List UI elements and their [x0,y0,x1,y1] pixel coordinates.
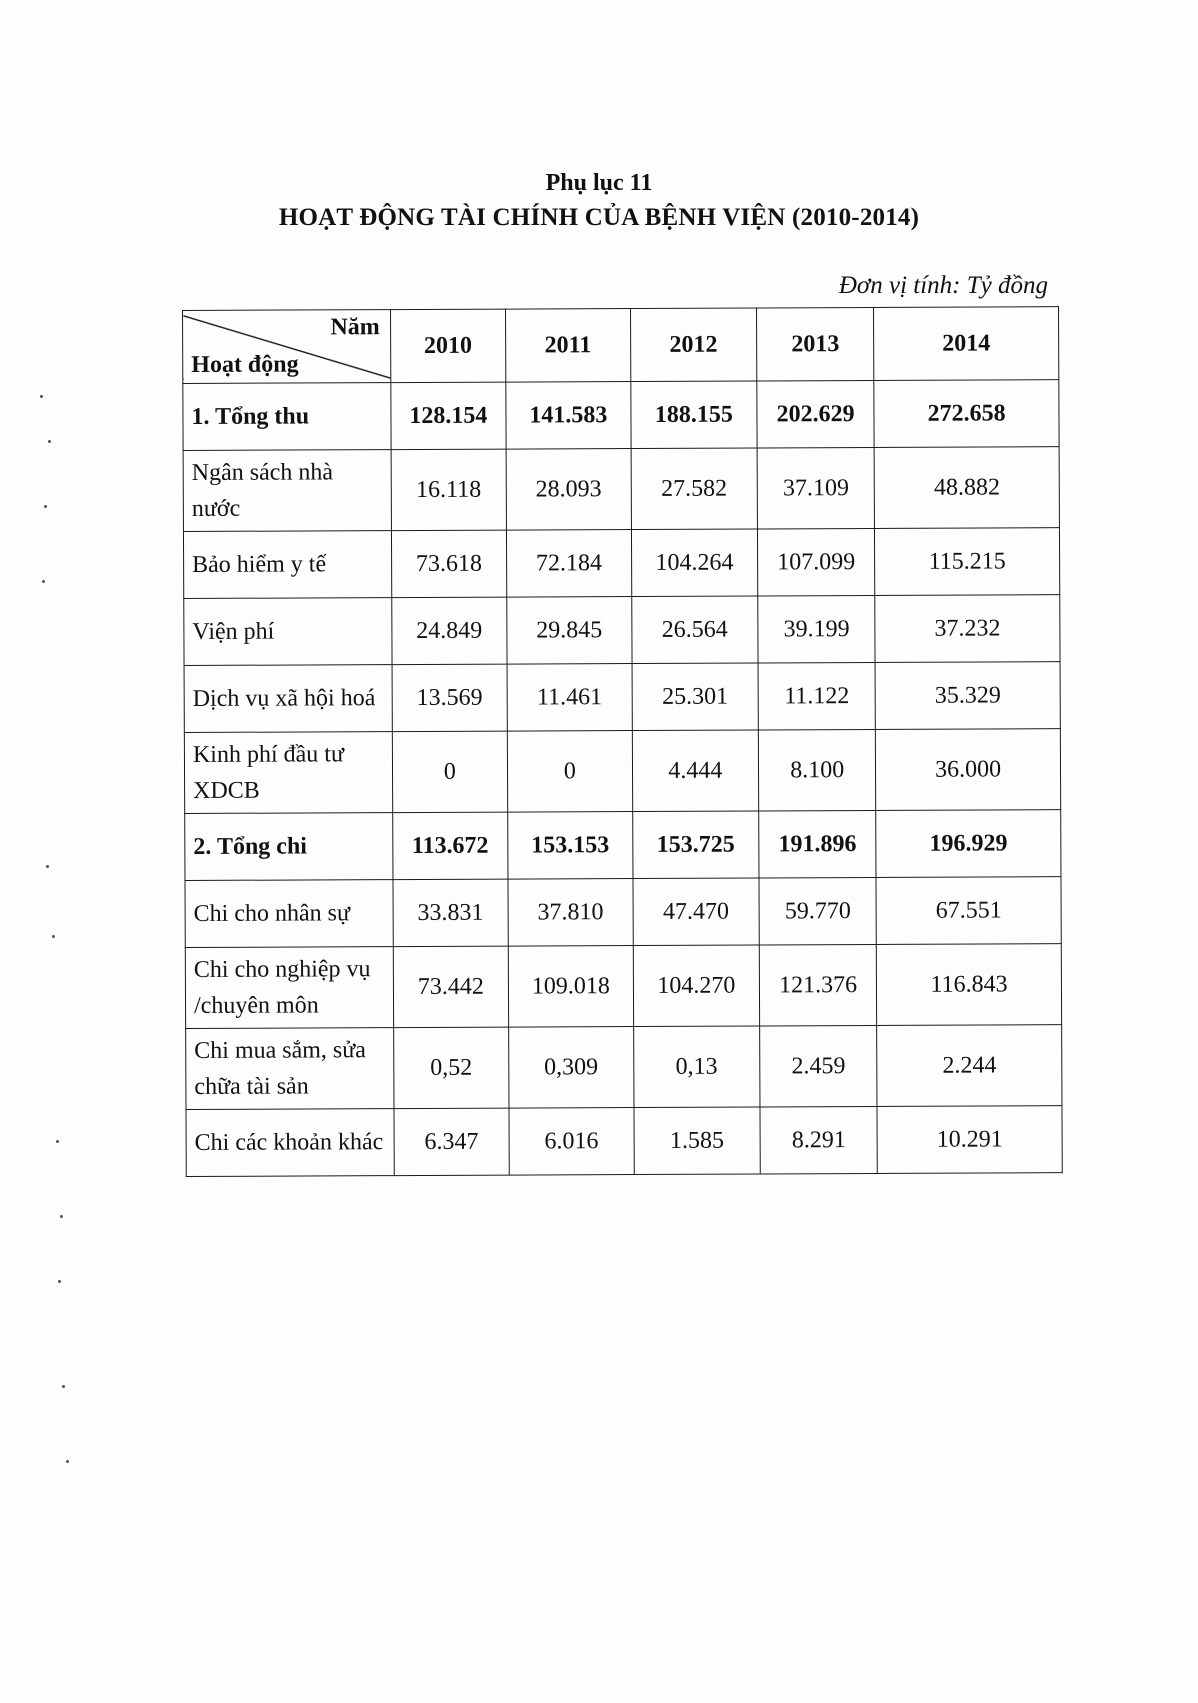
scan-speck [56,1140,59,1143]
cell-value: 0 [392,731,508,813]
year-header-2011: 2011 [506,309,631,383]
header-row [183,307,1059,384]
cell-value: 11.461 [507,664,632,732]
cell-value: 1.585 [634,1107,761,1175]
year-header-2012: 2012 [630,308,757,382]
cell-value: 109.018 [508,946,633,1028]
cell-value: 73.442 [393,946,509,1028]
cell-value: 0,52 [393,1027,509,1109]
cell-value: 67.551 [876,877,1061,945]
cell-value: 37.109 [757,447,875,529]
cell-value: 47.470 [633,878,760,946]
table-row [184,595,1060,666]
cell-value: 36.000 [876,729,1061,811]
row-label: 1. Tổng thu [183,383,391,451]
cell-value: 8.291 [760,1106,877,1174]
year-header-2010: 2010 [390,309,506,383]
cell-value: 0 [507,731,632,813]
cell-value: 37.232 [875,595,1060,663]
cell-value: 48.882 [874,447,1059,529]
table-row [183,447,1059,532]
row-label: Ngân sách nhà nước [183,450,391,532]
row-label: Dịch vụ xã hội hoá [184,665,392,733]
scan-speck [40,395,43,398]
scan-speck [42,580,45,583]
cell-value: 29.845 [507,597,632,665]
cell-value: 2.244 [877,1025,1062,1107]
cell-value: 25.301 [632,663,759,731]
table-row-total-expense [185,810,1061,881]
cell-value: 191.896 [759,810,876,878]
row-label: Chi cho nghiệp vụ /chuyên môn [185,947,393,1029]
cell-value: 13.569 [392,664,508,732]
page-title: HOẠT ĐỘNG TÀI CHÍNH CỦA BỆNH VIỆN (2010-2014) [278,204,920,231]
cell-value: 35.329 [875,662,1060,730]
row-label: Bảo hiểm y tế [183,531,391,599]
cell-value: 0,13 [633,1026,760,1108]
scan-speck [48,440,51,443]
table-row [185,944,1061,1029]
cell-value: 196.929 [876,810,1061,878]
cell-value: 153.153 [508,812,633,880]
row-label: Viện phí [184,598,392,666]
table-row [186,1106,1062,1177]
cell-value: 33.831 [393,879,509,947]
scan-speck [44,505,47,508]
row-label: Chi mua sắm, sửa chữa tài sản [186,1028,394,1110]
row-label: Kinh phí đầu tư XDCB [184,732,392,814]
cell-value: 115.215 [875,528,1060,596]
cell-value: 6.347 [394,1108,510,1176]
cell-value: 26.564 [631,596,758,664]
cell-value: 11.122 [758,662,875,730]
cell-value: 202.629 [757,380,874,448]
table-row [184,729,1060,814]
cell-value: 128.154 [391,382,507,450]
corner-activity-label: Hoạt động [191,351,299,378]
table-row [185,877,1061,948]
table-row-total-revenue [183,380,1059,451]
cell-value: 113.672 [392,812,508,880]
cell-value: 116.843 [877,944,1062,1026]
corner-header-cell [183,310,391,384]
cell-value: 27.582 [631,448,758,530]
corner-year-label: Năm [330,314,380,341]
appendix-label: Phụ lục 11 [545,170,653,196]
cell-value: 4.444 [632,730,759,812]
cell-value: 0,309 [509,1027,634,1109]
scan-speck [62,1385,65,1388]
cell-value: 104.270 [633,945,760,1027]
cell-value: 121.376 [759,944,877,1026]
cell-value: 73.618 [391,530,507,598]
scan-speck [58,1280,61,1283]
finance-table [182,306,1063,1177]
table-row [184,662,1060,733]
cell-value: 6.016 [509,1108,634,1176]
cell-value: 10.291 [877,1106,1062,1174]
cell-value: 37.810 [508,879,633,947]
scan-speck [52,935,55,938]
cell-value: 141.583 [506,382,631,450]
cell-value: 2.459 [760,1025,878,1107]
cell-value: 24.849 [391,597,507,665]
cell-value: 153.725 [632,811,759,879]
year-header-2013: 2013 [757,307,875,381]
row-label: Chi cho nhân sự [185,880,393,948]
table-row [186,1025,1062,1110]
scan-speck [60,1215,63,1218]
row-label: Chi các khoản khác [186,1109,394,1177]
cell-value: 104.264 [631,529,758,597]
cell-value: 16.118 [391,449,507,531]
cell-value: 107.099 [758,528,875,596]
cell-value: 272.658 [874,380,1059,448]
unit-note: Đơn vị tính: Tỷ đồng [838,272,1048,299]
cell-value: 39.199 [758,595,875,663]
cell-value: 59.770 [759,877,876,945]
row-label: 2. Tổng chi [185,813,393,881]
cell-value: 28.093 [506,449,631,531]
cell-value: 72.184 [506,530,631,598]
year-header-2014: 2014 [874,307,1059,381]
cell-value: 188.155 [630,381,757,449]
cell-value: 8.100 [758,729,876,811]
table-row [183,528,1059,599]
scan-speck [46,865,49,868]
scan-speck [66,1460,69,1463]
